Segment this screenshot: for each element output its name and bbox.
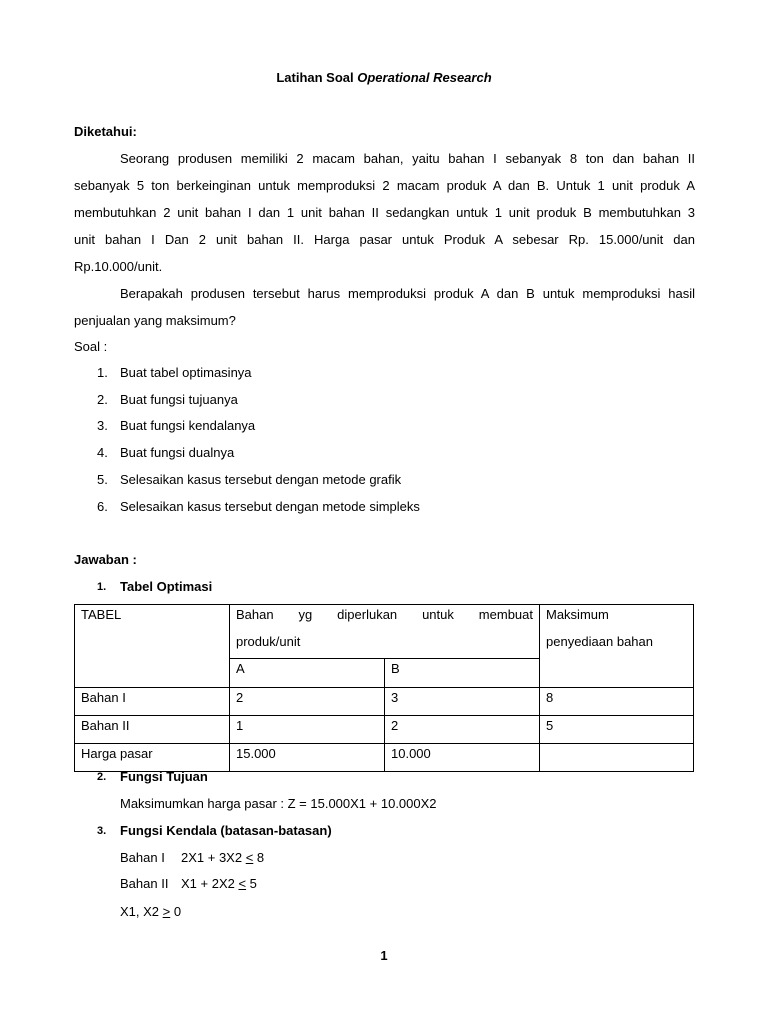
constraint-operator: > <box>162 904 171 919</box>
constraint-label: Bahan II <box>120 876 169 891</box>
table-cell: 1 <box>230 716 385 744</box>
list-item-number: 6. <box>97 499 108 514</box>
constraint-operator: < <box>238 876 247 891</box>
table-cell: 2 <box>385 716 540 744</box>
paragraph-line: Rp.10.000/unit. <box>74 259 163 274</box>
list-item: Buat fungsi tujuanya <box>120 392 238 407</box>
table-cell: Bahan II <box>75 716 230 744</box>
header-max-line1: Maksimum <box>546 607 609 622</box>
table-cell: 8 <box>540 688 694 716</box>
table-cell <box>540 744 694 772</box>
table-header-row <box>75 605 694 659</box>
section-number: 2. <box>97 771 107 783</box>
list-item-number: 4. <box>97 445 108 460</box>
section-title-fungsi-tujuan: Fungsi Tujuan <box>120 769 208 784</box>
table-corner-cell: TABEL <box>75 605 230 688</box>
constraint-lhs: X1 + 2X2 <box>181 876 239 891</box>
list-item: Selesaikan kasus tersebut dengan metode simpleks <box>120 499 420 514</box>
soal-heading: Soal : <box>74 339 108 354</box>
list-item-number: 3. <box>97 418 108 433</box>
constraint-rhs: 5 <box>246 876 257 891</box>
diketahui-heading: Diketahui: <box>74 124 137 139</box>
list-item: Buat fungsi kendalanya <box>120 418 256 433</box>
title-prefix: Latihan Soal <box>276 70 358 85</box>
table-cell: 10.000 <box>385 744 540 772</box>
table-subheader-a: A <box>230 658 385 687</box>
page-number: 1 <box>380 948 388 963</box>
list-item-number: 5. <box>97 472 108 487</box>
paragraph-line: Berapakah produsen tersebut harus memproduksi produk A dan B untuk memproduksi hasil <box>120 286 695 301</box>
nonnegativity-constraint <box>120 904 181 920</box>
list-item: Selesaikan kasus tersebut dengan metode grafik <box>120 472 402 487</box>
table-cell: 15.000 <box>230 744 385 772</box>
section-number: 1. <box>97 581 107 593</box>
table-cell: 3 <box>385 688 540 716</box>
optimization-table <box>74 604 694 772</box>
constraint-label: Bahan I <box>120 850 165 865</box>
constraint-operator: < <box>245 850 254 865</box>
constraint-rhs: 8 <box>253 850 265 865</box>
table-cell: 5 <box>540 716 694 744</box>
table-row <box>75 688 694 716</box>
table-subheader-b: B <box>385 658 540 687</box>
objective-function: Maksimumkan harga pasar : Z = 15.000X1 + 10.000X2 <box>120 796 437 811</box>
list-item: Buat tabel optimasinya <box>120 365 252 380</box>
paragraph-line: unit bahan I Dan 2 unit bahan II. Harga pasar untuk Produk A sebesar Rp. 15.000/unit dan <box>74 232 695 247</box>
list-item: Buat fungsi dualnya <box>120 445 235 460</box>
list-item-number: 1. <box>97 365 108 380</box>
constraint-lhs: X1, X2 <box>120 904 163 919</box>
section-number: 3. <box>97 825 107 837</box>
paragraph-line: sebanyak 5 ton berkeinginan untuk memproduksi 2 macam produk A dan B. Untuk 1 unit produk A <box>74 178 695 193</box>
jawaban-heading: Jawaban : <box>74 552 137 567</box>
title-italic: Operational Research <box>357 70 492 85</box>
table-header-max <box>540 605 694 688</box>
table-row <box>75 716 694 744</box>
section-title-tabel-optimasi: Tabel Optimasi <box>120 579 213 594</box>
header-needs-line2: produk/unit <box>236 634 301 649</box>
section-title-fungsi-kendala: Fungsi Kendala (batasan-batasan) <box>120 823 332 838</box>
paragraph-line: membutuhkan 2 unit bahan I dan 1 unit bahan II sedangkan untuk 1 unit produk B membutuhkan 3 <box>74 205 695 220</box>
paragraph-line: penjualan yang maksimum? <box>74 313 236 328</box>
table-row <box>75 744 694 772</box>
header-needs-line1: Bahan yg diperlukan untuk membuat <box>236 607 533 622</box>
constraint-expression <box>181 850 264 866</box>
page-title <box>0 70 768 85</box>
header-max-line2: penyediaan bahan <box>546 634 653 649</box>
paragraph-line: Seorang produsen memiliki 2 macam bahan, yaitu bahan I sebanyak 8 ton dan bahan II <box>120 151 695 166</box>
constraint-rhs: 0 <box>170 904 182 919</box>
constraint-expression <box>181 876 257 892</box>
constraint-lhs: 2X1 + 3X2 <box>181 850 246 865</box>
table-cell: Harga pasar <box>75 744 230 772</box>
table-cell: 2 <box>230 688 385 716</box>
table-header-needs <box>230 605 540 659</box>
list-item-number: 2. <box>97 392 108 407</box>
table-cell: Bahan I <box>75 688 230 716</box>
